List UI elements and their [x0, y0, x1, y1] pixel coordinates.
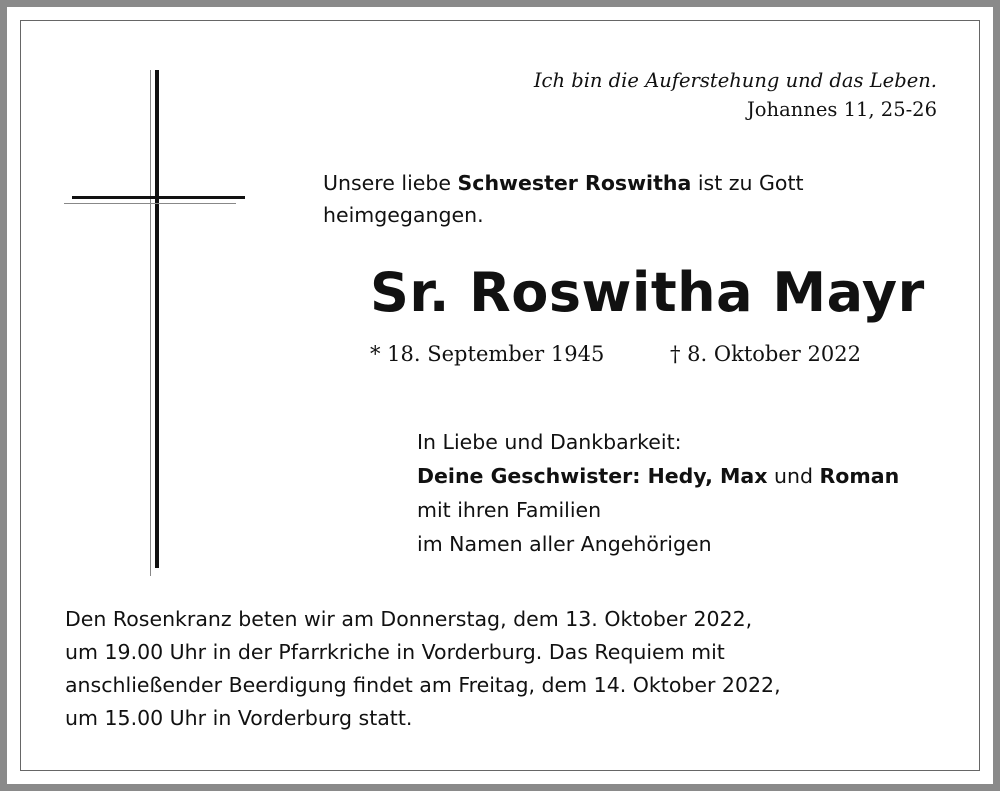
mourners-block: [417, 425, 899, 561]
cross-icon: [60, 70, 250, 580]
mourners-line3: mit ihren Familien: [417, 498, 602, 522]
notice-line: um 19.00 Uhr in der Pfarrkriche in Vorderburg. Das Requiem mit: [65, 640, 725, 664]
intro-line2: heimgegangen.: [323, 203, 484, 227]
mourners-siblings: Deine Geschwister: Hedy, Max: [417, 464, 768, 488]
death-date: † 8. Oktober 2022: [670, 342, 861, 366]
notice-line: um 15.00 Uhr in Vorderburg statt.: [65, 706, 413, 730]
notice-line: Den Rosenkranz beten wir am Donnerstag, dem 13. Oktober 2022,: [65, 607, 753, 631]
bible-quote: [534, 66, 937, 124]
mourners-line1: In Liebe und Dankbarkeit:: [417, 430, 682, 454]
mourners-roman: Roman: [819, 464, 900, 488]
intro-text: [323, 167, 883, 231]
intro-part1: Unsere liebe: [323, 171, 458, 195]
quote-text: Ich bin die Auferstehung und das Leben.: [533, 69, 937, 92]
intro-bold-name: Schwester Roswitha: [457, 171, 692, 195]
notice-line: anschließender Beerdigung findet am Freitag, dem 14. Oktober 2022,: [65, 673, 781, 697]
mourners-and: und: [767, 464, 820, 488]
birth-date: * 18. September 1945: [370, 342, 605, 366]
service-notice: [65, 603, 781, 735]
mourners-line4: im Namen aller Angehörigen: [417, 532, 712, 556]
deceased-name: Sr. Roswitha Mayr: [370, 261, 925, 324]
intro-part2: ist zu Gott: [691, 171, 804, 195]
life-dates: [370, 338, 890, 370]
quote-reference: Johannes 11, 25-26: [746, 98, 937, 121]
